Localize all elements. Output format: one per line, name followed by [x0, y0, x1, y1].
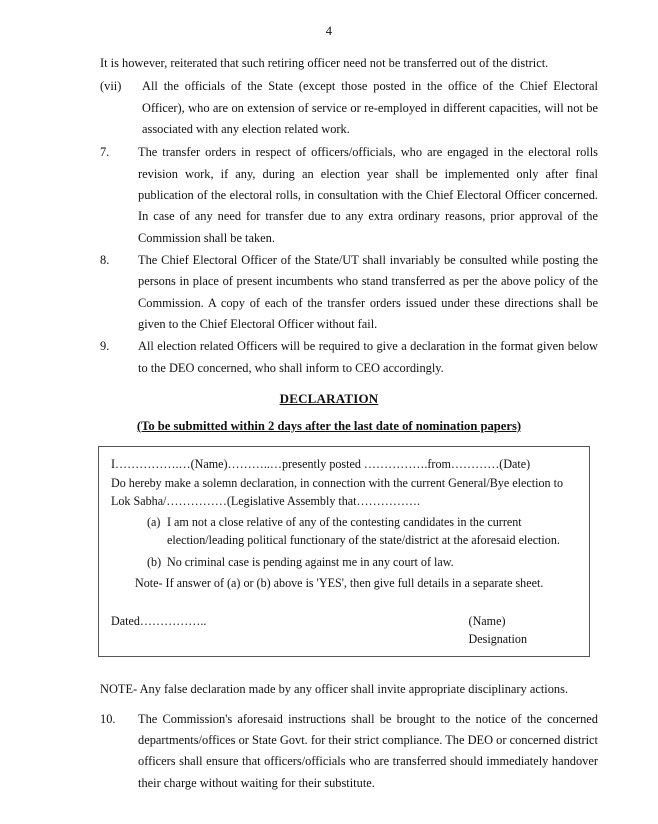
declaration-signature-name: (Name) [468, 613, 506, 628]
declaration-submission-note: (To be submitted within 2 days after the last date of nomination papers) [136, 418, 522, 433]
declaration-item-a [147, 513, 579, 549]
continuation-paragraph: It is however, reiterated that such retiring officer need not be transferred out of the district. [100, 56, 549, 70]
declaration-signature-designation: Designation [468, 632, 527, 647]
clause-9 [100, 336, 598, 379]
clause-8 [100, 250, 598, 335]
false-declaration-note: NOTE- Any false declaration made by any officer shall invite appropriate disciplinary actions. [100, 682, 569, 697]
declaration-dated: Dated…………….. [111, 613, 207, 628]
declaration-item-b-text: No criminal case is pending against me in any court of law. [167, 554, 454, 569]
document-body [100, 53, 598, 379]
declaration-item-a-label: (a) [147, 515, 161, 530]
declaration-box [98, 446, 590, 657]
clause-10-number: 10. [100, 711, 116, 726]
declaration-line-2: Do hereby make a solemn declaration, in connection with the current General/Bye election to Lok Sabha/……………(Legislative Assembly that……………. [111, 476, 564, 509]
page-number: 4 [325, 24, 333, 38]
clause-9-text: All election related Officers will be required to give a declaration in the format given below to the DEO concerned, who shall inform to CEO accordingly. [138, 339, 598, 375]
declaration-item-b-label: (b) [147, 554, 162, 569]
clause-vii [100, 76, 598, 140]
declaration-footer [111, 612, 579, 650]
declaration-signature-block [469, 612, 527, 648]
clause-8-text: The Chief Electoral Officer of the State/UT shall invariably be consulted while posting the persons in place of present incumbents who stand transferred as per the above policy of the Commission. A copy of each of the transfer orders issued under these directions shall be given to the Chief Electoral Officer without fail. [138, 252, 598, 331]
declaration-heading: DECLARATION [279, 390, 379, 406]
declaration-line-1: I…………….…(Name)………..…presently posted …………….from…………(Date) [111, 456, 531, 471]
declaration-item-a-text: I am not a close relative of any of the contesting candidates in the current election/leading political functionary of the state/district at the aforesaid election. [167, 515, 560, 548]
clause-7 [100, 142, 598, 249]
clause-9-number: 9. [100, 339, 110, 354]
clause-8-number: 8. [100, 252, 110, 267]
clause-10-text: The Commission's aforesaid instructions shall be brought to the notice of the concerned departments/offices or State Govt. for their strict compliance. The DEO or concerned district officers shall ensure that officers/officials who are transferred should immediately handover their charge without waiting for their substitute. [138, 711, 598, 790]
declaration-item-b [147, 553, 579, 571]
clause-10 [100, 709, 598, 794]
clause-vii-marker: (vii) [100, 79, 122, 94]
clause-7-text: The transfer orders in respect of officers/officials, who are engaged in the electoral rolls revision work, if any, during an election year shall be implemented only after final publication of the electoral rolls, in consultation with the Chief Electoral Officer concerned. In case of any need for transfer due to any extra ordinary reasons, prior approval of the Commission shall be taken. [138, 145, 598, 245]
post-declaration-content [30, 679, 628, 794]
declaration-note: Note- If answer of (a) or (b) above is 'YES', then give full details in a separate sheet. [135, 575, 544, 590]
clause-vii-text: All the officials of the State (except those posted in the office of the Chief Electoral Officer), who are on extension of service or re-employed in different capacities, will not be associated with any election related work. [142, 79, 598, 136]
clause-7-number: 7. [100, 145, 110, 160]
